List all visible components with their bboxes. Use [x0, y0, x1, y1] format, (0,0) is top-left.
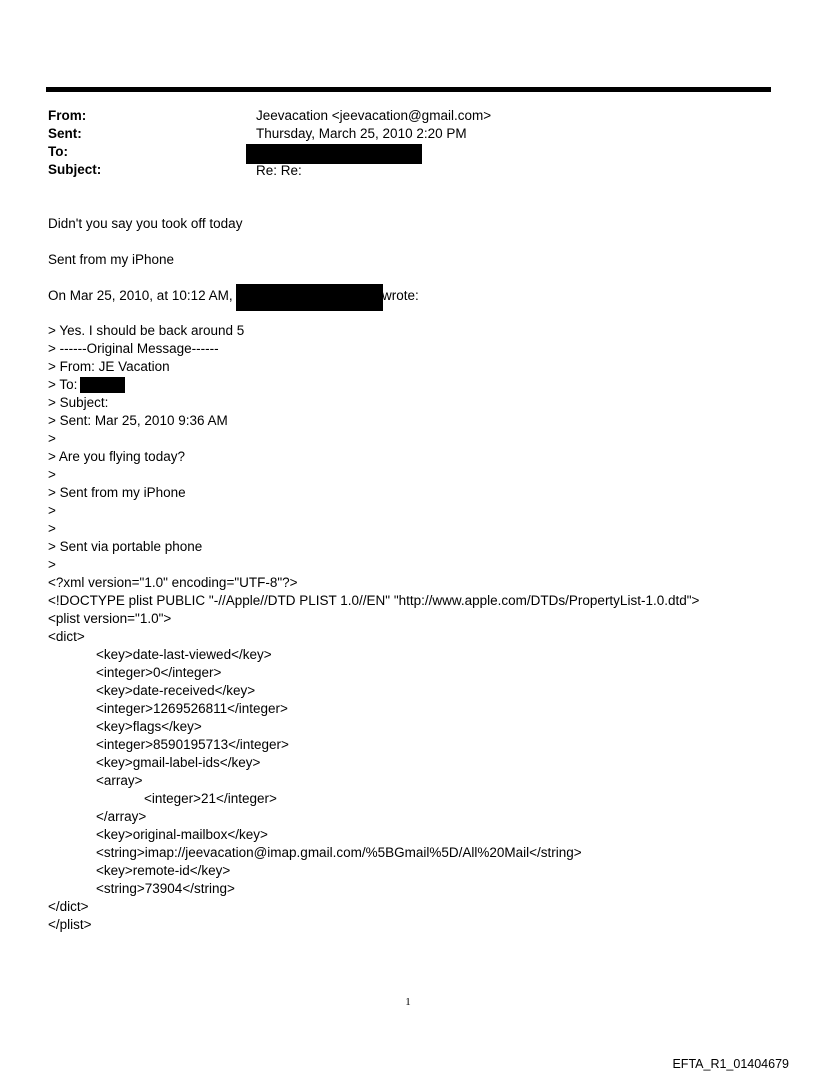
xml-line: <string>73904</string> — [96, 881, 235, 896]
quoted-line: > ------Original Message------ — [48, 341, 219, 356]
xml-line: <key>original-mailbox</key> — [96, 827, 268, 842]
xml-line: <integer>21</integer> — [144, 791, 277, 806]
xml-line: <key>gmail-label-ids</key> — [96, 755, 261, 770]
subject-value: Re: Re: — [256, 163, 302, 178]
quoted-line: > — [48, 521, 56, 536]
bates-number: EFTA_R1_01404679 — [672, 1057, 789, 1071]
quoted-line: > Sent from my iPhone — [48, 485, 186, 500]
quoted-line: > Are you flying today? — [48, 449, 185, 464]
xml-line: <key>remote-id</key> — [96, 863, 231, 878]
page-number: 1 — [405, 996, 411, 1008]
attribution-redaction — [236, 284, 383, 311]
to-label: To: — [48, 144, 68, 159]
xml-line: <key>date-last-viewed</key> — [96, 647, 272, 662]
quoted-line: > — [48, 557, 56, 572]
subject-label: Subject: — [48, 162, 102, 177]
xml-line: <string>imap://jeevacation@imap.gmail.com/%5BGmail%5D/All%20Mail</string> — [96, 845, 582, 860]
quoted-line: > Yes. I should be back around 5 — [48, 323, 245, 338]
quoted-line: > — [48, 467, 56, 482]
xml-line: <integer>8590195713</integer> — [96, 737, 289, 752]
quoted-line: > Sent via portable phone — [48, 539, 203, 554]
quoted-to-redaction — [80, 377, 125, 393]
body-line: Didn't you say you took off today — [48, 216, 243, 231]
xml-line: <!DOCTYPE plist PUBLIC "-//Apple//DTD PLIST 1.0//EN" "http://www.apple.com/DTDs/PropertyList-1.0.dtd"> — [48, 593, 700, 608]
from-value: Jeevacation <jeevacation@gmail.com> — [256, 108, 492, 123]
to-redaction — [246, 144, 422, 164]
reply-attribution-prefix: On Mar 25, 2010, at 10:12 AM, — [48, 288, 233, 303]
quoted-line: > From: JE Vacation — [48, 359, 170, 374]
sent-value: Thursday, March 25, 2010 2:20 PM — [256, 126, 467, 141]
xml-line: </array> — [96, 809, 147, 824]
reply-attribution-suffix: wrote: — [382, 288, 419, 303]
xml-line: </dict> — [48, 899, 89, 914]
from-label: From: — [48, 108, 87, 123]
header-rule — [46, 87, 771, 92]
xml-line: </plist> — [48, 917, 92, 932]
quoted-line: > — [48, 431, 56, 446]
sent-label: Sent: — [48, 126, 82, 141]
quoted-line: > Sent: Mar 25, 2010 9:36 AM — [48, 413, 228, 428]
xml-line: <integer>0</integer> — [96, 665, 222, 680]
xml-line: <dict> — [48, 629, 85, 644]
xml-line: <plist version="1.0"> — [48, 611, 172, 626]
xml-line: <key>date-received</key> — [96, 683, 256, 698]
xml-line: <array> — [96, 773, 143, 788]
xml-line: <?xml version="1.0" encoding="UTF-8"?> — [48, 575, 298, 590]
xml-line: <key>flags</key> — [96, 719, 202, 734]
xml-line: <integer>1269526811</integer> — [96, 701, 288, 716]
body-signature: Sent from my iPhone — [48, 252, 175, 267]
quoted-line: > To: — [48, 377, 78, 392]
quoted-line: > — [48, 503, 56, 518]
quoted-line: > Subject: — [48, 395, 109, 410]
